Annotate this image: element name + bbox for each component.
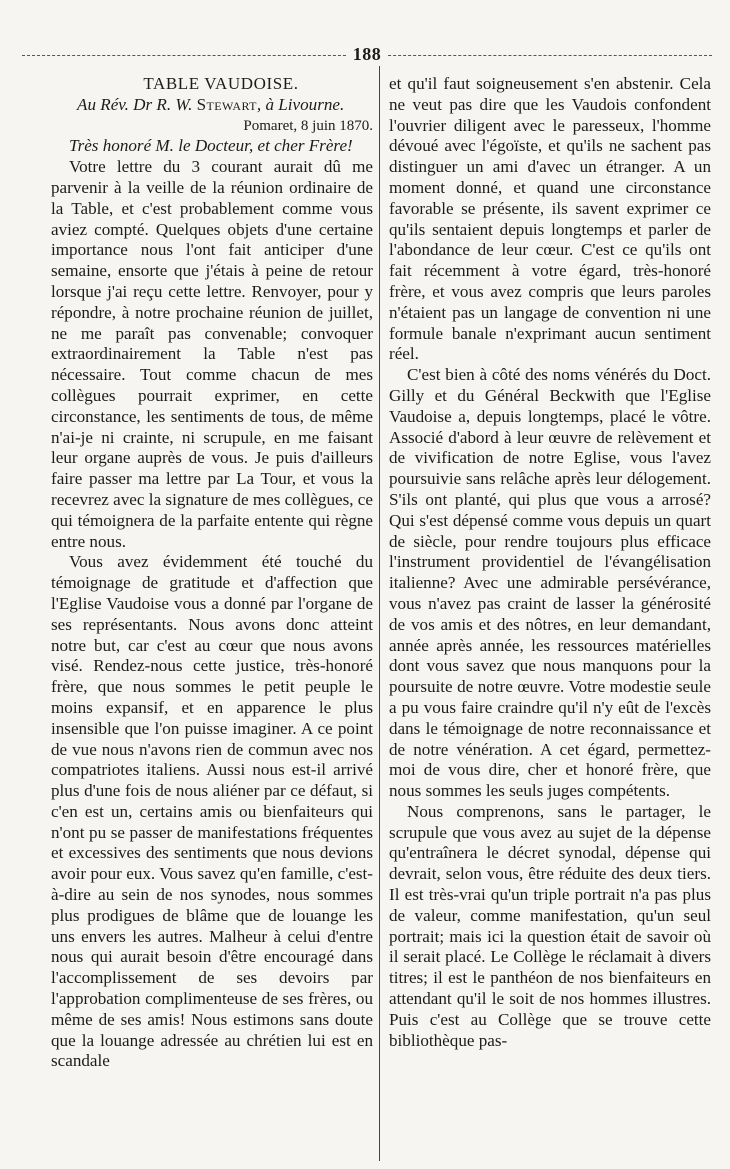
address-prefix: Au Rév. Dr R. W. [77,94,193,114]
address-name: Stewart [196,94,257,114]
paragraph: C'est bien à côté des noms vénérés du Doct. Gilly et du Général Beckwith que l'Eglise Vaudoise a, depuis longtemps, placé le vôtre. Associé d'abord à leur œuvre de relèvement et de vivification de notre Eglise, vous l'avez poursuivie sans relâche après leur délogement. S'ils ont planté, qui plus que vous a arrosé? Qui s'est dépensé comme vous depuis un quart de siècle, pour rendre toujours plus efficace l'instrument providentiel de l'évangélisation italienne? Avec une admirable persévérance, vous n'avez pas craint de lasser la générosité de vos amis et des nôtres, en leur demandant, année après année, les ressources matérielles dont vous savez que nous manquons pour la poursuite de notre œuvre. Votre modestie seule a pu vous faire craindre qu'il n'y eût de l'excès dans le témoignage de notre reconnaissance et de notre vénération. A cet égard, permettez-moi de vous dire, cher et honoré frère, que nous sommes les seuls juges compétents. [389,365,711,801]
right-column [389,74,711,1051]
paragraph: Vous avez évidemment été touché du témoignage de gratitude et d'affection que l'Eglise Vaudoise vous a donné par l'organe de ses représentants. Nous avons donc atteint notre but, car c'est au cœur que nous avons visé. Rendez-nous cette justice, très-honoré frère, que nous sommes le petit peuple le moins expansif, et en apparence le plus insensible que l'on puisse imaginer. A ce point de vue nous n'avons rien de commun avec nos compatriotes italiens. Aussi nous est-il arrivé plus d'une fois de nous aliéner par ce défaut, si c'en est un, certains amis ou bienfaiteurs qui n'ont pu se passer de manifestations fréquentes et excessives des sentiments que nous devions avoir pour eux. Vous savez qu'en famille, c'est-à-dire au sein de nos synodes, nous sommes plus prodigues de blâme que de louange les uns envers les autres. Malheur à celui d'entre nous qui aurait besoin d'être encouragé dans l'accomplissement de ses devoirs par l'approbation complimenteuse de ses frères, ou même de ses amis! Nous estimons sans doute que la louange adressée au chrétien lui est en scandale [51,552,373,1071]
letter-address [51,95,373,116]
left-column [51,74,373,1072]
paragraph: Votre lettre du 3 courant aurait dû me parvenir à la veille de la réunion ordinaire de la Table, et c'est probablement comme vous aviez compté. Quelques objets d'une certaine importance nous l'ont fait anticiper d'une semaine, ensorte que j'étais à peine de retour lorsque j'ai reçu cette lettre. Renvoyer, pour y répondre, à notre prochaine réunion de juillet, ne me paraît pas convenable; convoquer extraordinairement la Table n'est pas nécessaire. Tout comme chacun de mes collègues pourrait exprimer, en cette circonstance, les sentiments de tous, de même n'ai-je ni crainte, ni scrupule, en me faisant leur organe auprès de vous. Je puis d'ailleurs faire passer ma lettre par La Tour, et vous la recevrez avec la signature de mes collègues, ce qui témoignera de la parfaite entente qui règne entre nous. [51,157,373,551]
page-number: 188 [22,44,712,65]
letter-salutation: Très honoré M. le Docteur, et cher Frère! [69,136,353,156]
page-header [22,44,712,68]
letter-dateline: Pomaret, 8 juin 1870. [243,117,373,134]
paragraph: et qu'il faut soigneusement s'en abstenir. Cela ne veut pas dire que les Vaudois confondent l'ouvrier diligent avec le paresseux, l'homme dévoué avec l'égoïste, et qu'ils ne sachent pas distinguer un ami d'avec un étranger. A un moment donné, et quand une circonstance favorable se présente, ils savent exprimer ce qu'ils sentaient depuis longtemps et parler de l'abondance de leur cœur. C'est ce qu'ils ont fait récemment à votre égard, très-honoré frère, et vous avez compris que leurs paroles n'étaient pas un langage de convention ni une formule banale n'exprimant aucun sentiment réel. [389,74,711,364]
paragraph: Nous comprenons, sans le partager, le scrupule que vous avez au sujet de la dépense qu'entraînera le décret synodal, dépense qui devrait, selon vous, être réduite des deux tiers. Il est très-vrai qu'un triple portrait n'a pas plus de valeur, comme manifestation, qu'un seul portrait; mais ici la question était de savoir où il serait placé. Le Collège le réclamait à divers titres; il est le panthéon de nos bienfaiteurs en attendant qu'il le soit de nos hommes illustres. Puis c'est au Collège que se trouve cette bibliothèque pas- [389,801,711,1050]
column-divider [379,66,380,1161]
address-suffix: , à Livourne. [256,94,345,114]
article-title: TABLE VAUDOISE. [143,74,299,93]
